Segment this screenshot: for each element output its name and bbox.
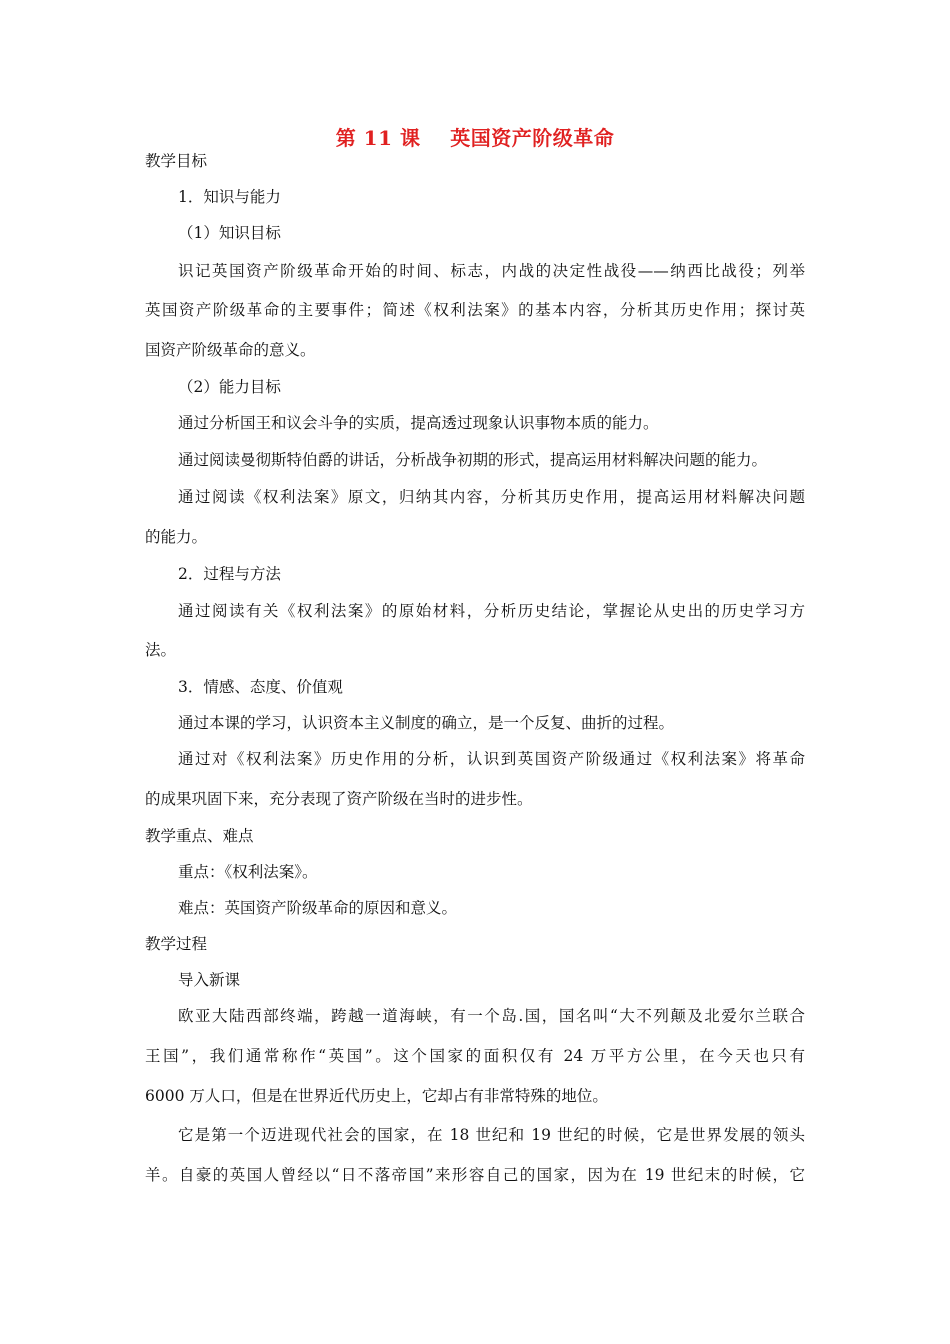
paragraph-line: 欧亚大陆西部终端，跨越一道海峡，有一个岛.国，国名叫“大不列颠及北爱尔兰联合	[178, 1007, 805, 1025]
paragraph-line: 王国”，我们通常称作“英国”。这个国家的面积仅有 24 万平方公里，在今天也只有	[145, 1047, 805, 1065]
paragraph-line: 法。	[145, 641, 177, 659]
paragraph-line: 它是第一个迈进现代社会的国家，在 18 世纪和 19 世纪的时候，它是世界发展的领头	[178, 1126, 805, 1144]
paragraph-line: 国资产阶级革命的意义。	[145, 341, 316, 359]
paragraph-line: 重点：《权利法案》。	[178, 863, 318, 881]
paragraph-line: 的能力。	[145, 528, 208, 546]
paragraph-line: 通过阅读曼彻斯特伯爵的讲话，分析战争初期的形式，提高运用材料解决问题的能力。	[178, 451, 768, 469]
subheading-ability-goal: （2）能力目标	[178, 378, 281, 396]
paragraph-line: 6000 万人口，但是在世界近代历史上，它却占有非常特殊的地位。	[145, 1087, 608, 1105]
subheading-values: 3．情感、态度、价值观	[178, 678, 343, 696]
paragraph-line: 通过阅读《权利法案》原文，归纳其内容，分析其历史作用，提高运用材料解决问题	[178, 488, 805, 506]
paragraph-line: 羊。自豪的英国人曾经以“日不落帝国”来形容自己的国家，因为在 19 世纪末的时候，它	[145, 1166, 805, 1184]
paragraph-line: 通过阅读有关《权利法案》的原始材料，分析历史结论，掌握论从史出的历史学习方	[178, 602, 805, 620]
paragraph-line: 通过分析国王和议会斗争的实质，提高透过现象认识事物本质的能力。	[178, 414, 659, 432]
subheading-intro: 导入新课	[178, 971, 241, 989]
paragraph-line: 难点：英国资产阶级革命的原因和意义。	[178, 899, 458, 917]
paragraph-line: 通过对《权利法案》历史作用的分析，认识到英国资产阶级通过《权利法案》将革命	[178, 750, 805, 768]
paragraph-line: 的成果巩固下来，充分表现了资产阶级在当时的进步性。	[145, 790, 533, 808]
section-heading-key-points: 教学重点、难点	[145, 827, 254, 845]
section-heading-process: 教学过程	[145, 935, 208, 953]
paragraph-line: 识记英国资产阶级革命开始的时间、标志，内战的决定性战役——纳西比战役；列举	[178, 262, 805, 280]
section-heading-objectives: 教学目标	[145, 152, 208, 170]
subheading-process-method: 2．过程与方法	[178, 565, 281, 583]
subheading-knowledge-ability: 1．知识与能力	[178, 188, 281, 206]
lesson-title: 第 11 课 英国资产阶级革命	[335, 126, 615, 150]
paragraph-line: 英国资产阶级革命的主要事件；简述《权利法案》的基本内容，分析其历史作用；探讨英	[145, 301, 805, 319]
subheading-knowledge-goal: （1）知识目标	[178, 224, 281, 242]
paragraph-line: 通过本课的学习，认识资本主义制度的确立，是一个反复、曲折的过程。	[178, 714, 675, 732]
